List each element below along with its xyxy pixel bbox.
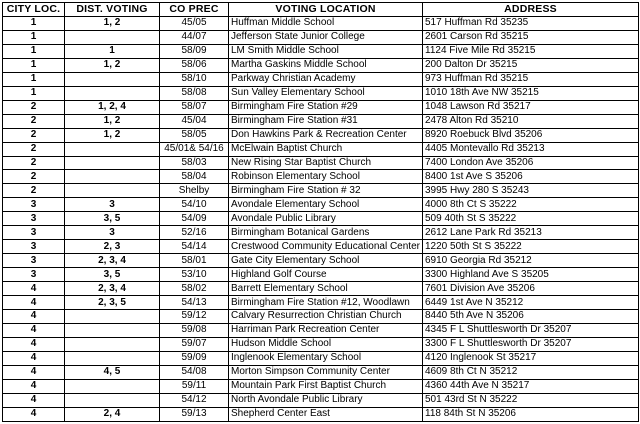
- city-loc-cell: 4: [3, 379, 65, 393]
- voting-location-cell: Jefferson State Junior College: [229, 30, 423, 44]
- address-cell: 7601 Division Ave 35206: [423, 282, 639, 296]
- city-loc-cell: 4: [3, 407, 65, 421]
- dist-voting-cell: 1, 2: [65, 17, 160, 31]
- table-row: [3, 156, 639, 170]
- table-row: [3, 268, 639, 282]
- voting-location-cell: Birmingham Fire Station # 32: [229, 184, 423, 198]
- table-row: [3, 254, 639, 268]
- address-cell: 200 Dalton Dr 35215: [423, 58, 639, 72]
- table-row: [3, 30, 639, 44]
- table-row: [3, 337, 639, 351]
- co-prec-cell: 58/02: [160, 282, 229, 296]
- address-cell: 8440 5th Ave N 35206: [423, 310, 639, 324]
- co-prec-cell: 53/10: [160, 268, 229, 282]
- co-prec-cell: 58/09: [160, 44, 229, 58]
- table-row: [3, 72, 639, 86]
- address-cell: 3995 Hwy 280 S 35243: [423, 184, 639, 198]
- header-dist-voting: DIST. VOTING: [65, 3, 160, 17]
- voting-location-cell: Barrett Elementary School: [229, 282, 423, 296]
- voting-locations-table: [2, 2, 639, 422]
- dist-voting-cell: 4, 5: [65, 365, 160, 379]
- dist-voting-cell: 3, 5: [65, 268, 160, 282]
- dist-voting-cell: 3: [65, 226, 160, 240]
- co-prec-cell: 59/12: [160, 310, 229, 324]
- voting-location-cell: McElwain Baptist Church: [229, 142, 423, 156]
- address-cell: 501 43rd St N 35222: [423, 393, 639, 407]
- address-cell: 1124 Five Mile Rd 35215: [423, 44, 639, 58]
- co-prec-cell: 52/16: [160, 226, 229, 240]
- table-row: [3, 323, 639, 337]
- dist-voting-cell: [65, 337, 160, 351]
- co-prec-cell: 44/07: [160, 30, 229, 44]
- voting-location-cell: LM Smith Middle School: [229, 44, 423, 58]
- city-loc-cell: 3: [3, 198, 65, 212]
- city-loc-cell: 4: [3, 323, 65, 337]
- voting-location-cell: Huffman Middle School: [229, 17, 423, 31]
- city-loc-cell: 2: [3, 128, 65, 142]
- address-cell: 517 Huffman Rd 35235: [423, 17, 639, 31]
- table-row: [3, 351, 639, 365]
- voting-location-cell: Parkway Christian Academy: [229, 72, 423, 86]
- dist-voting-cell: [65, 30, 160, 44]
- city-loc-cell: 2: [3, 114, 65, 128]
- city-loc-cell: 3: [3, 268, 65, 282]
- table-row: [3, 86, 639, 100]
- address-cell: 3300 F L Shuttlesworth Dr 35207: [423, 337, 639, 351]
- address-cell: 2478 Alton Rd 35210: [423, 114, 639, 128]
- address-cell: 4360 44th Ave N 35217: [423, 379, 639, 393]
- table-row: [3, 114, 639, 128]
- table-row: [3, 365, 639, 379]
- voting-location-cell: Shepherd Center East: [229, 407, 423, 421]
- co-prec-cell: 58/06: [160, 58, 229, 72]
- co-prec-cell: 54/08: [160, 365, 229, 379]
- co-prec-cell: 45/05: [160, 17, 229, 31]
- voting-location-cell: Birmingham Fire Station #31: [229, 114, 423, 128]
- voting-location-cell: North Avondale Public Library: [229, 393, 423, 407]
- co-prec-cell: 59/08: [160, 323, 229, 337]
- co-prec-cell: 58/01: [160, 254, 229, 268]
- voting-location-cell: Birmingham Fire Station #29: [229, 100, 423, 114]
- dist-voting-cell: 2, 3, 4: [65, 282, 160, 296]
- city-loc-cell: 1: [3, 44, 65, 58]
- address-cell: 6449 1st Ave N 35212: [423, 296, 639, 310]
- co-prec-cell: 58/10: [160, 72, 229, 86]
- city-loc-cell: 3: [3, 254, 65, 268]
- address-cell: 8920 Roebuck Blvd 35206: [423, 128, 639, 142]
- voting-location-cell: Sun Valley Elementary School: [229, 86, 423, 100]
- dist-voting-cell: 2, 4: [65, 407, 160, 421]
- table-row: [3, 58, 639, 72]
- voting-location-cell: Birmingham Botanical Gardens: [229, 226, 423, 240]
- address-cell: 3300 Highland Ave S 35205: [423, 268, 639, 282]
- dist-voting-cell: 2, 3, 4: [65, 254, 160, 268]
- dist-voting-cell: [65, 142, 160, 156]
- co-prec-cell: 54/13: [160, 296, 229, 310]
- dist-voting-cell: 2, 3, 5: [65, 296, 160, 310]
- co-prec-cell: 58/03: [160, 156, 229, 170]
- co-prec-cell: 58/07: [160, 100, 229, 114]
- city-loc-cell: 4: [3, 393, 65, 407]
- voting-location-cell: Avondale Public Library: [229, 212, 423, 226]
- table-row: [3, 296, 639, 310]
- table-row: [3, 310, 639, 324]
- voting-location-cell: Highland Golf Course: [229, 268, 423, 282]
- table-row: [3, 379, 639, 393]
- dist-voting-cell: 1: [65, 44, 160, 58]
- dist-voting-cell: [65, 72, 160, 86]
- table-row: [3, 393, 639, 407]
- voting-location-cell: Martha Gaskins Middle School: [229, 58, 423, 72]
- voting-location-cell: Avondale Elementary School: [229, 198, 423, 212]
- header-city-loc: CITY LOC.: [3, 3, 65, 17]
- voting-location-cell: New Rising Star Baptist Church: [229, 156, 423, 170]
- co-prec-cell: 54/09: [160, 212, 229, 226]
- dist-voting-cell: [65, 156, 160, 170]
- city-loc-cell: 1: [3, 30, 65, 44]
- header-address: ADDRESS: [423, 3, 639, 17]
- dist-voting-cell: [65, 351, 160, 365]
- dist-voting-cell: 3, 5: [65, 212, 160, 226]
- address-cell: 118 84th St N 35206: [423, 407, 639, 421]
- city-loc-cell: 1: [3, 72, 65, 86]
- city-loc-cell: 3: [3, 240, 65, 254]
- dist-voting-cell: 1, 2: [65, 128, 160, 142]
- address-cell: 2601 Carson Rd 35215: [423, 30, 639, 44]
- dist-voting-cell: 1, 2: [65, 114, 160, 128]
- co-prec-cell: Shelby: [160, 184, 229, 198]
- header-row: [3, 3, 639, 17]
- co-prec-cell: 59/13: [160, 407, 229, 421]
- co-prec-cell: 54/10: [160, 198, 229, 212]
- table-row: [3, 170, 639, 184]
- city-loc-cell: 3: [3, 226, 65, 240]
- co-prec-cell: 54/14: [160, 240, 229, 254]
- city-loc-cell: 1: [3, 58, 65, 72]
- co-prec-cell: 59/11: [160, 379, 229, 393]
- voting-location-cell: Don Hawkins Park & Recreation Center: [229, 128, 423, 142]
- city-loc-cell: 4: [3, 296, 65, 310]
- address-cell: 4609 8th Ct N 35212: [423, 365, 639, 379]
- dist-voting-cell: [65, 310, 160, 324]
- table-row: [3, 44, 639, 58]
- city-loc-cell: 2: [3, 170, 65, 184]
- address-cell: 7400 London Ave 35206: [423, 156, 639, 170]
- city-loc-cell: 4: [3, 337, 65, 351]
- city-loc-cell: 4: [3, 282, 65, 296]
- dist-voting-cell: 1, 2: [65, 58, 160, 72]
- table-row: [3, 100, 639, 114]
- co-prec-cell: 59/09: [160, 351, 229, 365]
- co-prec-cell: 45/01& 54/16: [160, 142, 229, 156]
- header-voting-location: VOTING LOCATION: [229, 3, 423, 17]
- table-row: [3, 212, 639, 226]
- table-row: [3, 282, 639, 296]
- city-loc-cell: 1: [3, 86, 65, 100]
- city-loc-cell: 2: [3, 156, 65, 170]
- voting-location-cell: Crestwood Community Educational Center: [229, 240, 423, 254]
- table-row: [3, 198, 639, 212]
- dist-voting-cell: 3: [65, 198, 160, 212]
- address-cell: 4345 F L Shuttlesworth Dr 35207: [423, 323, 639, 337]
- table-row: [3, 17, 639, 31]
- address-cell: 973 Huffman Rd 35215: [423, 72, 639, 86]
- address-cell: 8400 1st Ave S 35206: [423, 170, 639, 184]
- co-prec-cell: 59/07: [160, 337, 229, 351]
- table-row: [3, 128, 639, 142]
- co-prec-cell: 58/04: [160, 170, 229, 184]
- address-cell: 1048 Lawson Rd 35217: [423, 100, 639, 114]
- address-cell: 4405 Montevallo Rd 35213: [423, 142, 639, 156]
- co-prec-cell: 58/08: [160, 86, 229, 100]
- voting-location-cell: Inglenook Elementary School: [229, 351, 423, 365]
- city-loc-cell: 1: [3, 17, 65, 31]
- city-loc-cell: 2: [3, 184, 65, 198]
- city-loc-cell: 4: [3, 351, 65, 365]
- header-co-prec: CO PREC: [160, 3, 229, 17]
- address-cell: 1220 50th St S 35222: [423, 240, 639, 254]
- dist-voting-cell: [65, 170, 160, 184]
- voting-location-cell: Morton Simpson Community Center: [229, 365, 423, 379]
- address-cell: 1010 18th Ave NW 35215: [423, 86, 639, 100]
- voting-location-cell: Harriman Park Recreation Center: [229, 323, 423, 337]
- address-cell: 4000 8th Ct S 35222: [423, 198, 639, 212]
- dist-voting-cell: 2, 3: [65, 240, 160, 254]
- address-cell: 509 40th St S 35222: [423, 212, 639, 226]
- address-cell: 6910 Georgia Rd 35212: [423, 254, 639, 268]
- dist-voting-cell: [65, 184, 160, 198]
- dist-voting-cell: [65, 379, 160, 393]
- voting-location-cell: Hudson Middle School: [229, 337, 423, 351]
- voting-location-cell: Gate City Elementary School: [229, 254, 423, 268]
- table-row: [3, 184, 639, 198]
- voting-location-cell: Calvary Resurrection Christian Church: [229, 310, 423, 324]
- voting-location-cell: Mountain Park First Baptist Church: [229, 379, 423, 393]
- city-loc-cell: 4: [3, 365, 65, 379]
- table-row: [3, 226, 639, 240]
- dist-voting-cell: [65, 393, 160, 407]
- dist-voting-cell: 1, 2, 4: [65, 100, 160, 114]
- co-prec-cell: 45/04: [160, 114, 229, 128]
- co-prec-cell: 54/12: [160, 393, 229, 407]
- table-row: [3, 240, 639, 254]
- city-loc-cell: 2: [3, 142, 65, 156]
- city-loc-cell: 3: [3, 212, 65, 226]
- dist-voting-cell: [65, 86, 160, 100]
- table-row: [3, 407, 639, 421]
- co-prec-cell: 58/05: [160, 128, 229, 142]
- voting-location-cell: Birmingham Fire Station #12, Woodlawn: [229, 296, 423, 310]
- dist-voting-cell: [65, 323, 160, 337]
- voting-location-cell: Robinson Elementary School: [229, 170, 423, 184]
- address-cell: 4120 Inglenook St 35217: [423, 351, 639, 365]
- address-cell: 2612 Lane Park Rd 35213: [423, 226, 639, 240]
- city-loc-cell: 4: [3, 310, 65, 324]
- table-row: [3, 142, 639, 156]
- city-loc-cell: 2: [3, 100, 65, 114]
